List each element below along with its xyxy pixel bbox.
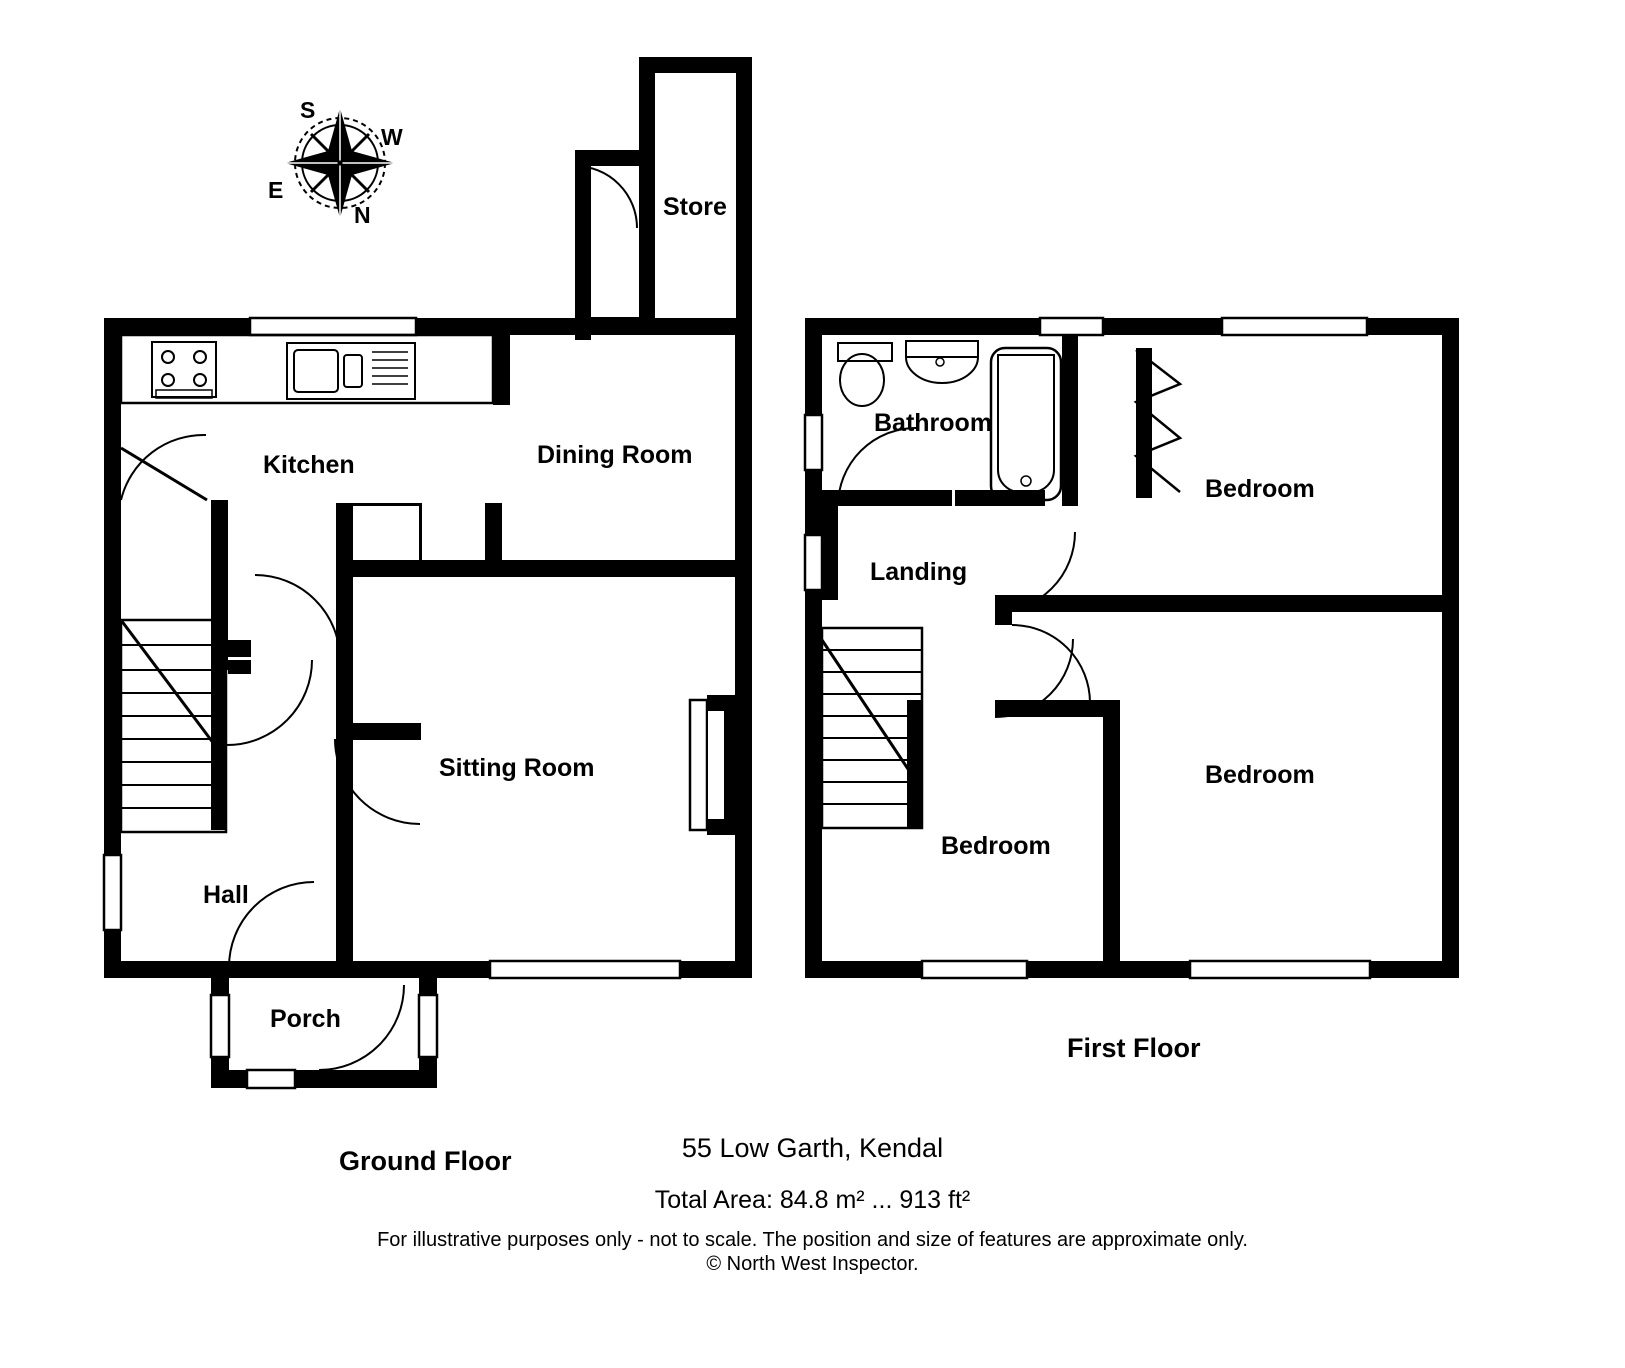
room-label-bedroom-3: Bedroom — [941, 832, 1051, 860]
total-area: Total Area: 84.8 m² ... 913 ft² — [654, 1186, 971, 1214]
first-staircase — [822, 628, 922, 828]
room-label-landing: Landing — [870, 558, 968, 586]
ground-staircase — [121, 620, 226, 832]
kitchen-fittings — [121, 335, 510, 403]
compass-label-east: E — [268, 177, 284, 203]
room-label-sitting-room: Sitting Room — [439, 754, 595, 782]
property-address: 55 Low Garth, Kendal — [681, 1133, 944, 1163]
room-label-store: Store — [663, 193, 727, 221]
compass-rose — [285, 108, 395, 218]
room-label-kitchen: Kitchen — [263, 451, 355, 479]
room-label-hall: Hall — [203, 881, 249, 909]
compass-label-north: N — [354, 202, 371, 228]
room-label-porch: Porch — [270, 1005, 341, 1033]
room-label-bathroom: Bathroom — [874, 409, 993, 437]
disclaimer-line-2: © North West Inspector. — [706, 1253, 919, 1275]
room-label-bedroom-1: Bedroom — [1205, 475, 1315, 503]
compass-label-west: W — [381, 124, 403, 150]
ground-outer-walls — [104, 318, 752, 978]
compass-label-south: S — [300, 97, 316, 123]
disclaimer-line-1: For illustrative purposes only - not to scale. The position and size of features are approximate only. — [377, 1229, 1248, 1251]
floor-title-first: First Floor — [1067, 1033, 1201, 1063]
room-label-dining-room: Dining Room — [537, 441, 693, 469]
ground-floor-plan — [104, 57, 752, 1088]
floor-title-ground: Ground Floor — [339, 1146, 512, 1176]
room-label-bedroom-2: Bedroom — [1205, 761, 1315, 789]
